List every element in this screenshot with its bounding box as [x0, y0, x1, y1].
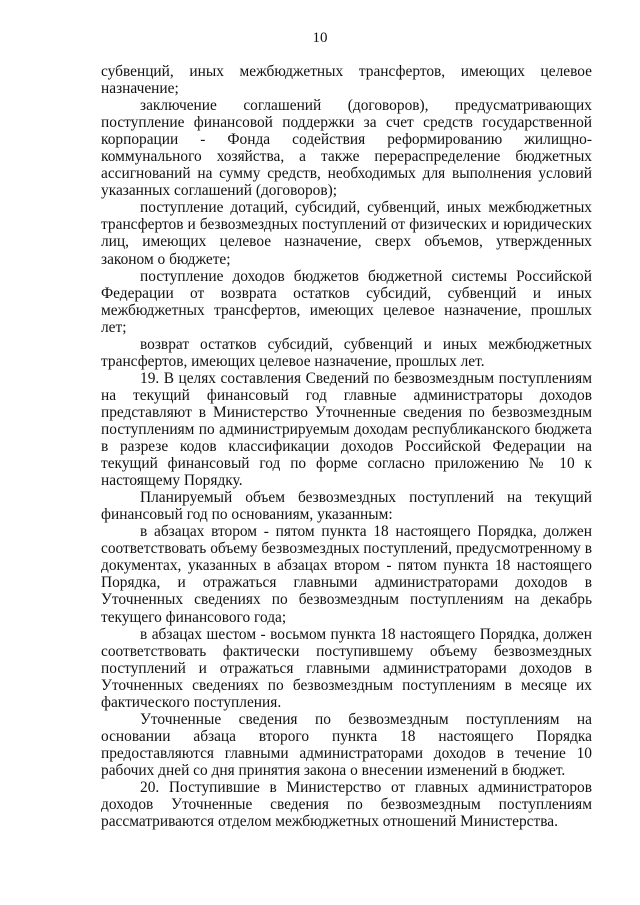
paragraph: 19. В целях составления Сведений по безвозмездным поступлениям на текущий финансовый год главные администраторы доходов представляют в Министерство Уточненные сведения по безвозмездным поступлениям по администрируемым доходам республиканского бюджета в разрезе кодов классификации доходов Российской Федерации на текущий финансовый год по форме согласно приложению № 10 к настоящему Порядку.	[101, 369, 592, 490]
paragraph: возврат остатков субсидий, субвенций и иных межбюджетных трансфертов, имеющих целевое назначение, прошлых лет.	[101, 335, 592, 370]
paragraph: поступление дотаций, субсидий, субвенций, иных межбюджетных трансфертов и безвозмездных поступлений от физических и юридических лиц, имеющих целевое назначение, сверх объемов, утвержденных законом о бюджете;	[101, 199, 592, 268]
paragraph: поступление доходов бюджетов бюджетной системы Российской Федерации от возврата остатков субсидий, субвенций и иных межбюджетных трансфертов, имеющих целевое назначение, прошлых лет;	[101, 267, 592, 336]
paragraph: Уточненные сведения по безвозмездным поступлениям на основании абзаца второго пункта 18 настоящего Порядка предоставляются главными администраторами доходов в течение 10 рабочих дней со дня принятия закона о внесении изменений в бюджет.	[101, 710, 592, 779]
document-body	[101, 63, 592, 830]
paragraph: Планируемый объем безвозмездных поступлений на текущий финансовый год по основаниям, указанным:	[101, 489, 592, 524]
paragraph: 20. Поступившие в Министерство от главных администраторов доходов Уточненные сведения по безвозмездным поступлениям рассматриваются отделом межбюджетных отношений Министерства.	[101, 778, 592, 831]
paragraph: в абзацах шестом - восьмом пункта 18 настоящего Порядка, должен соответствовать фактически поступившему объему безвозмездных поступлений и отражаться главными администраторами доходов в Уточненных сведениях по безвозмездным поступлениям в месяце их фактического поступления.	[101, 625, 592, 711]
page-number: 10	[312, 30, 328, 46]
paragraph: субвенций, иных межбюджетных трансфертов, имеющих целевое назначение;	[101, 63, 592, 98]
paragraph: в абзацах втором - пятом пункта 18 настоящего Порядка, должен соответствовать объему безвозмездных поступлений, предусмотренному в документах, указанных в абзацах втором - пятом пункта 18 настоящего Порядка, и отражаться главными администраторами доходов в Уточненных сведениях по безвозмездным поступлениям на декабрь текущего финансового года;	[101, 523, 592, 626]
paragraph: заключение соглашений (договоров), предусматривающих поступление финансовой поддержки за счет средств государственной корпорации - Фонда содействия реформированию жилищно-коммунального хозяйства, а также перераспределение бюджетных ассигнований на сумму средств, необходимых для выполнения условий указанных соглашений (договоров);	[101, 97, 592, 200]
